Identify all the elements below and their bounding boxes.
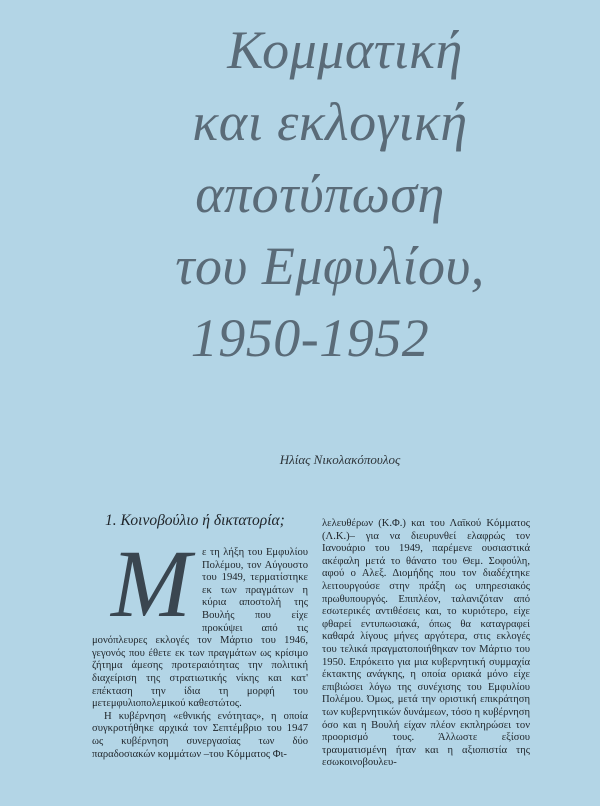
left-column (92, 512, 308, 761)
author-byline: Ηλίας Νικολακόπουλος (279, 452, 401, 467)
title-line-3: αποτύπωση (195, 164, 445, 224)
title-line-1: Κομματική (227, 20, 463, 80)
right-column-paragraph: λελευθέρων (Κ.Φ.) και του Λαϊκού Κόμματος (Λ.Κ.)– για να διευρυνθεί ελαφρώς τον Ιανουάριο του 1949, παρέμενε ουσιαστικά ακέφαλη μετά το θάνατο του Θεμ. Σοφούλη, αφού ο Αλεξ. Διομήδης που τον διαδέχτηκε λειτουργούσε στην πράξη ως υπηρεσιακός πρωθυπουργός. Επιπλέον, ταλανιζόταν από εσωτερικές αντιθέσεις και, το κυριότερο, είχε φθαρεί εντυπωσιακά, όπως θα καταγραφεί καθαρά λίγους μήνες αργότερα, στις εκλογές του τελικά πραγματοποιήθηκαν τον Μάρτιο του 1950. Επρόκειτο για μια κυβερνητική συμμαχία έκτακτης ανάγκης, η οποία οριακά μόνο είχε επιβιώσει λόγω της συνέχισης του Εμφυλίου Πολέμου. Όμως, μετά την οριστική επικράτηση των κυβερνητικών δυνάμεων, τόσο η κυβέρνηση όσο και η Βουλή είχαν πλέον εκπληρώσει τον προορισμό τους. Άλλωστε εξίσου τραυματισμένη ήταν και η αξιοπιστία της εσωκοινοβουλευ- (322, 518, 530, 769)
title-line-2: και εκλογική (192, 92, 468, 152)
first-paragraph-block (92, 530, 308, 761)
title-line-4: του Εμφυλίου, (175, 236, 485, 296)
second-paragraph: Η κυβέρνηση «εθνικής ενότητας», η οποία συγκροτήθηκε αρχικά τον Σεπτέμβριο του 1947 ως κυβέρνηση συνεργασίας των δύο παραδοσιακών κομμάτων –του Κόμματος Φι- (92, 710, 308, 760)
right-column (322, 518, 530, 770)
first-paragraph: ε τη λήξη του Εμφυλίου Πολέμου, τον Αύγουστο του 1949, τερματίστηκε εκ των πραγμάτων η κύρια αποστολή της Βουλής που είχε προκύψει από τις μονόπλευρες εκλογές τον Μάρτιο του 1946, γεγονός που έθετε εκ των πραγμάτων ως κρίσιμο ζήτημα άμεσης προτεραιότητας την πολιτική διαχείριση της στρατιωτικής νίκης και κατ' επέκταση την ίδια τη μορφή του μετεμφυλιοπολεμικού καθεστώτος. (92, 547, 308, 710)
drop-cap: Μ (111, 530, 191, 637)
article-title (0, 14, 600, 374)
section-heading: 1. Κοινοβούλιο ή δικτατορία; (105, 512, 285, 529)
title-line-5: 1950-1952 (190, 308, 430, 368)
